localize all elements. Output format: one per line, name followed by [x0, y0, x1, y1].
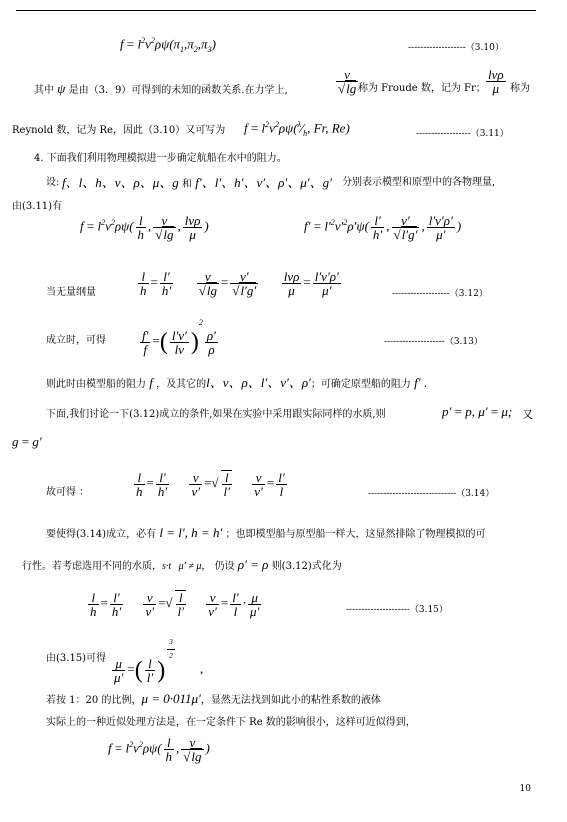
para-7: 成立时，可得 — [46, 335, 106, 346]
para-12: 行性。若考虑选用不同的水质，s·t μ′ ≠ μ， 仍设 ρ′ = ρ 则(3.12)式化为 — [22, 557, 342, 572]
para-1: 其中 ψ 是由（3．9）可得到的未知的函数关系.在力学上, — [34, 81, 288, 96]
eq-number-3-14: -----------------------------（3.14） — [368, 489, 495, 499]
para-15: 实际上的一种近似处理方法是，在一定条件下 Re 数的影响很小，这样可近似得到， — [46, 717, 416, 728]
para-1-end: 称为 — [510, 83, 530, 94]
eq-number-3-12: -------------------（3.12） — [392, 289, 488, 299]
eq-number-3-15: ---------------------（3.15） — [346, 605, 448, 615]
model-equation: $f = l^2v^2\rho\psi$( $\frac{l}{h}$ , $\frac{v}{√\lg}$ , $\frac{\text{lvρ}}{\mu}$ ) — [80, 213, 209, 242]
gravity-equal: g = g′ — [12, 434, 42, 449]
eq-number-3-13: --------------------（3.13） — [384, 337, 483, 347]
viscosity-ratio-equation: $\frac{\mu}{\mu'}$ =( $\frac{l}{l'}$ ) $^{\frac{3}{2}}$ , — [114, 638, 204, 685]
para-11: 要使得(3.14)成立，必有 l = l′, h = h′ ；也即模型船与原型船一样大，这显然排除了物理模拟的可 — [46, 525, 486, 540]
page-number: 10 — [519, 784, 531, 794]
equation-3-13: $\frac{f'}{f}$ =( $\frac{l'v'}{lv}$ )$^2$ $\frac{\rho'}{\rho}$ — [142, 318, 216, 357]
para-2: Reynold 数，记为 Re，因此（3.10）又可写为 — [12, 125, 226, 136]
para-4-tail: 分别表示模型和原型中的各物理量, — [342, 177, 496, 188]
quantity-list: f、l、h、v、ρ、μ、g 和 f′、l′、h′、v′、ρ′、μ′、g′ — [62, 175, 332, 190]
para-13: 由(3.15)可得 — [46, 653, 107, 664]
final-equation: $f = l^2v^2\rho\psi$( $\frac{l}{h}$ , $\frac{v}{√\lg}$ ) — [108, 735, 210, 764]
eq-number-3-10: -------------------（3.10） — [408, 43, 504, 53]
para-10: 故可得 ： — [46, 487, 90, 498]
equation-3-12: $\frac{l}{h}$ = $\frac{l'}{h'}$ $\frac{v}{√\lg}$ = $\frac{v'}{√l'g'}$ $\frac{\text{lvρ}}{\mu}$ = $\frac{l'v'\rho'}{\mu'}$ — [140, 269, 339, 298]
para-14: 若按 1：20 的比例，μ = 0·011μ′，显然无法找到如此小的粘性系数的液体 — [46, 691, 381, 706]
para-5: 由(3.11)有 — [12, 201, 63, 212]
para-3: 4. 下面我们利用物理模拟进一步确定航船在水中的阻力。 — [34, 153, 287, 164]
froude-fraction: $\frac{v}{√\lg}$ — [338, 67, 357, 96]
para-9: 下面,我们讨论一下(3.12)成立的条件,如果在实验中采用跟实际同样的水质,则 — [46, 409, 386, 420]
same-water-condition: p′ = p, μ′ = μ; — [442, 404, 513, 419]
para-4-lead: 设: — [46, 177, 60, 188]
header-rule — [16, 10, 536, 11]
equation-3-14: $\frac{l}{h}$ = $\frac{l'}{h'}$ $\frac{v}{v'}$ =√ $\frac{l}{l'}$ $\frac{v}{v'}$ = $\frac{l'}{l}$ — [136, 469, 285, 499]
equation-3-11: $f = l^2v^2\rho\psi(^\lambda⁄_h$, Fr, Re) — [244, 120, 350, 138]
para-9-end: 又 — [522, 408, 533, 421]
para-1-froude: 称为 Froude 数，记为 Fr； — [358, 83, 486, 94]
para-6: 当无量纲量 — [46, 287, 96, 298]
eq-number-3-11: ------------------（3.11） — [416, 129, 509, 139]
reynolds-fraction: $\frac{\text{lvρ}}{\mu}$ — [488, 67, 504, 96]
equation-3-15: $\frac{l}{h}$ = $\frac{l'}{h'}$ $\frac{v}{v'}$ =√ $\frac{l}{l'}$ $\frac{v}{v'}$ = $\frac{l'}{l}$ · $\frac{\mu}{\mu'}$ — [90, 589, 260, 619]
para-8: 则此时由模型船的阻力 f ，及其它的l、v、ρ、l′、v′、ρ′；可确定原型船的阻力 f′ . — [46, 375, 428, 390]
prototype-equation: $f' = l'^2v'^2\rho'\psi$( $\frac{l'}{h'}$ , $\frac{v'}{√l'g'}$ , $\frac{l'v'\rho'}{\mu'}$ ) — [304, 213, 462, 242]
equation-3-10: $f = l^2v^2\rho\psi(\pi_1,\pi_2,\pi_3)$ — [120, 36, 216, 54]
